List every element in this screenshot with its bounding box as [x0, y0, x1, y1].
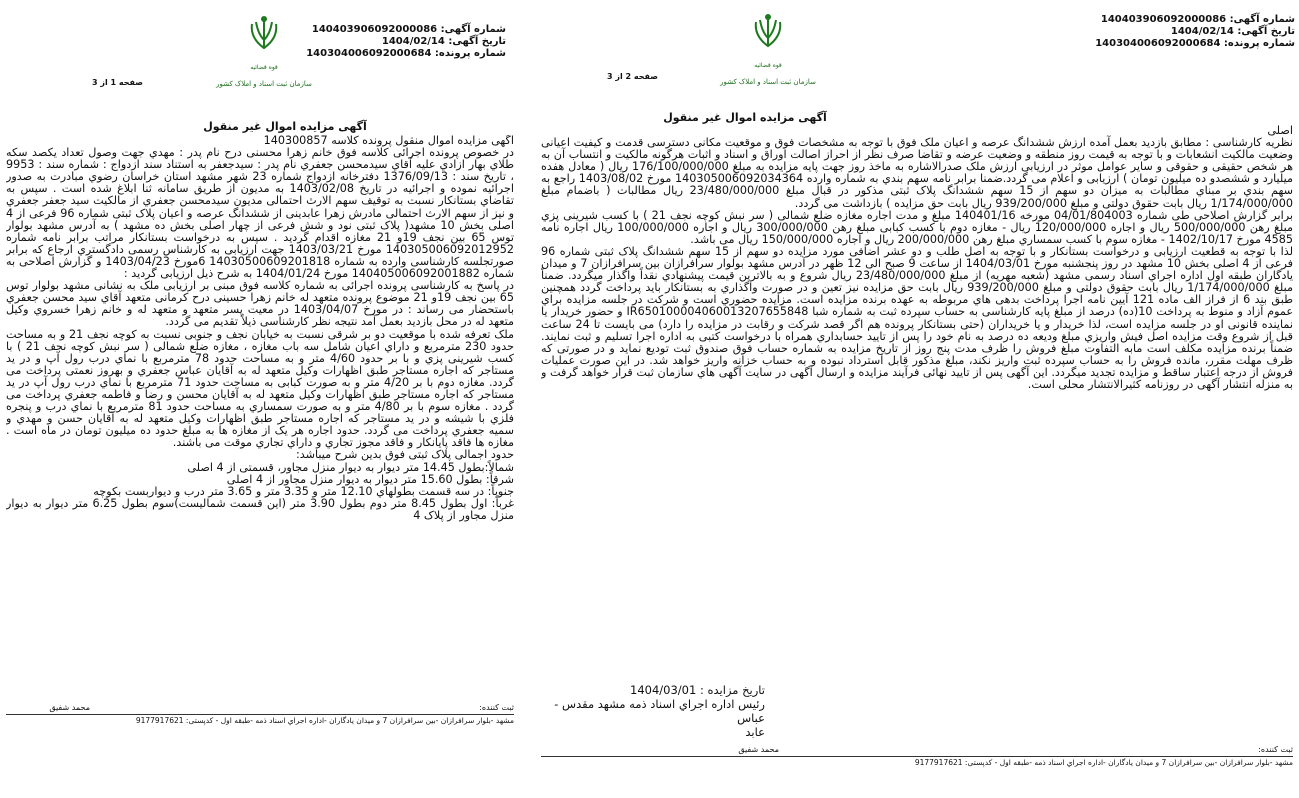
signer-title: رئیس اداره اجراي اسناد ذمه مشهد مقدس - عباس: [554, 697, 765, 725]
body-paragraph: جنوباً: در سه قسمت بطولهاي 12.10 متر و 3.35 متر و 3.65 متر درب و دیواربست بکوچه: [93, 484, 514, 498]
ad-meta: [1095, 14, 1295, 50]
signer-name: عابد: [745, 725, 765, 739]
doc-body: [541, 125, 1293, 655]
body-paragraph: در پاسخ به کارشناسی پرونده اجرائی به شماره کلاسه فوق مبنی بر ارزیابی ملک به نشانی مشهد بولوار توس 65 بین نجف 19و 21 موضوع پرونده متعهد له خانم زهرا حسینی درح کرمانی متعهد آقاي سید محسن جعفري باستحضار می رساند : در مورخ 1403/04/07 در معیت پسر متعهد و متعهد له و خانم زهرا خسروي وکیل متعهد له در محل بازدید بعمل آمد نتیجه نظر کارشناسی ذیلاً تقدیم می گردد.: [6, 279, 514, 329]
file-number: شماره پرونده: 140304006092000684: [1095, 38, 1295, 49]
page-number: صفحه 1 از 3: [92, 78, 143, 87]
body-paragraph: شمالاً:بطول 14.45 متر دیوار به دیوار منزل مجاور، قسمتی از 4 اصلی: [187, 460, 514, 474]
footer-label: ثبت کننده:: [1258, 745, 1293, 754]
page-1: [0, 0, 520, 798]
emblem-icon: [244, 14, 284, 58]
judiciary-label: قوه قضائیه: [250, 64, 278, 71]
org-name: سازمان ثبت اسناد و املاک کشور: [720, 78, 816, 86]
body-paragraph: اصلی: [1267, 125, 1293, 137]
body-paragraph: برابر گزارش اصلاحی طی شماره 04/01/804003 مورخه 140401/16 مبلغ و مدت اجاره مغازه ضلع شمالی ( سر نبش کوچه نجف 21 ) با کسب شیرینی پزي مبلغ رهن 500/000/000 ریال و اجاره 120/000/000 ریال - مغازه دوم با کسب کبابی مبلغ رهن 300/000/000 ریال و اجاره 100/000/000 ریال اجاره نامه 4585 مورخ 1402/10/17 - مغازه سوم با کسب سمساري مبلغ رهن 200/000/000 ریال و اجاره 150/000/000 ریال می باشد.: [541, 208, 1293, 246]
signature-block: [545, 683, 765, 739]
body-paragraph: غرباً: اول بطول 8.45 متر دوم بطول 3.90 متر (این قسمت شمالیست)سوم بطول 6.25 متر دیوار به دیوار منزل مجاور از پلاک 4: [6, 496, 514, 522]
ad-number: شماره آگهی: 140403906092000086: [1100, 14, 1295, 25]
ad-number: شماره آگهی: 140403906092000086: [311, 24, 506, 35]
body-paragraph: آگهی مزایده اموال منقول پرونده کلاسه 140300857: [263, 135, 514, 147]
page-number: صفحه 2 از 3: [607, 72, 658, 81]
ad-date: تاریخ آگهی: 1404/02/14: [381, 36, 506, 47]
doc-body: [6, 135, 514, 691]
ad-date: تاریخ آگهی: 1404/02/14: [1170, 26, 1295, 37]
footer-label: ثبت کننده:: [479, 703, 514, 712]
footer-name: محمد شفیق: [738, 745, 779, 754]
org-name: سازمان ثبت اسناد و املاک کشور: [216, 80, 312, 88]
body-paragraph: حدود اجمالی پلاک ثبتی فوق بدین شرح میباشد:: [295, 448, 514, 462]
body-paragraph: لذا با توجه به قطعیت ارزیابی و درخواست بستانکار و با توجه به اصل طلب و دو عشر اضافی مورد مزایده دو سهم از 15 سهم ششدانگ پلاک ثبتی شماره 96 فرعی از 4 اصلی بخش 10 مشهد در روز پنجشنبه مورخ 1404/03/01 از ساعت 9 صبح الی 12 ظهر در آدرس مشهد بولوار سرافرازان بین سرافرازان 7 و میدان یادگاران طبقه اول اداره اجراي اسناد رسمی مشهد (شعبه مهریه) از مبلغ 23/480/000/000 ریال شروع و به بالاترین قیمت پیشنهادي نقداً واگذار میگردد. ضمناً مبلغ 1/174/000/000 ریال بابت حقوق دولتی و مبلغ 939/200/000 ریال بابت حق مزایده نیز تعین و در صورت واگذاري به بستانکار باید پرداخت گردد همچنین طبق بند 6 از فراز الف ماده 121 آیین نامه اجرا پرداخت بدهی هاي مربوطه به عهده برنده مزایده است. مزایده حضوري است و شرکت در جلسه مزایده براي عموم آزاد و منوط به پرداخت 10(ده) درصد از مبلغ پایه کارشناسی به حساب سپرده ثبت به شماره شبا IR650100004060013207655848 و حضور خریدار یا نماینده قانونی او در جلسه مزایده است، لذا خریدار و یا خریداران (حتی بستانکار پرونده هم اگر قصد شرکت و رقابت در مزایده را دارد) می بایست تا 24 ساعت قبل از شروع وقت مزایده اصل فیش واریزي مبلغ ودیعه ده درصد به نام خود را پس از تایید حسابداري همراه با درخواست کتبی به اداره اجرا تسلیم و ثبت نمایند. ضمناً برنده مزایده مکلف است مابه التفاوت مبلغ فروش را ظرف مدت پنج روز از تاریخ مزایده به شماره حساب فوق صندوق ثبت تودیع نماید و در صورتی که ظرف مهلت مقرر، مانده فروش را به حساب سپرده ثبت واریز نکند، مبلغ مذکور قابل استرداد نبوده و به حساب خزانه واریز خواهد شد. در این صورت عملیات فروش از درجه اعتبار ساقط و مزایده تجدید میگردد. این آگهی پس از تایید نهائی فرآیند مزایده و ارسال آگهی در سایت آگهی هاي سازمان ثبت قرار خواهد گرفت و به منزله انتشار آگهی در روزنامه کثیرالانتشار محلی است.: [541, 244, 1293, 391]
judiciary-label: قوه قضائیه: [754, 62, 782, 69]
page-2: [535, 0, 1299, 798]
footer-divider: [6, 714, 514, 715]
footer-divider: [541, 756, 1293, 757]
footer-address: مشهد -بلوار سرافرازان -بین سرافرازان 7 و میدان یادگاران -اداره اجراي اسناد ذمه -طبقه اول - کدپستی: 9177917621: [135, 716, 514, 725]
body-paragraph: شرقاً: بطول 15.60 متر دیوار به دیوار منزل مجاور از 4 اصلی: [226, 472, 514, 486]
judiciary-emblem: [216, 14, 312, 88]
auction-date: تاریخ مزایده : 1404/03/01: [630, 683, 765, 697]
file-number: شماره پرونده: 140304006092000684: [306, 48, 506, 59]
ad-meta: [306, 24, 506, 60]
doc-title: آگهی مزایده اموال غیر منقول: [203, 120, 367, 133]
footer-name: محمد شفیق: [49, 703, 90, 712]
body-paragraph: ملک تعرفه شده با موقعیت دو بر شرقی نسبت به خیابان نجف و جنوبی نسبت به کوچه نجف 21 و به مساحت حدود 230 مترمربع و داراي اعیان شامل سه باب مغازه ، مغازه ضلع شمالی ( سر نبش کوچه نجف 21 ) با کسب شیرینی پزي و با بر حدود 4/60 متر و به مساحت حدود 78 مترمربع با نماي درب رول آپ و در ید مستاجر که اجاره مستاجر طبق اظهارات وکیل متعهد له به آقایان عباس جعفري و بهروز نعمتی پرداخت می گردد. مغازه دوم با بر 4/20 متر و به صورت کبابی به مساحت حدود 71 مترمربع با نماي درب رول آپ در ید مستاجر که اجاره مستاجر طبق اظهارات وکیل متعهد له به آقایان محسن و رضا و فاطمه جعفري پرداخت می گردد . مغازه سوم با بر 4/80 متر و به صورت سمساري به مساحت حدود 81 مترمربع با نماي درب و پنجره فلزي با شیشه و در ید مستاجر که اجاره مستاجر طبق اظهارات وکیل متعهد له به آقایان حسن و مهدي و سمیه جعفري پرداخت می گردد. حدود اجاره هر یک از مغازه ها به مبلغ حدود ده میلیون تومان در ماه است . مغازه ها فاقد پایانکار و فاقد مجوز تجاري و داراي تجاري موقت می باشند.: [6, 327, 514, 450]
doc-title: آگهی مزایده اموال غیر منقول: [663, 111, 827, 124]
footer-address: مشهد -بلوار سرافرازان -بین سرافرازان 7 و میدان یادگاران -اداره اجراي اسناد ذمه -طبقه اول - کدپستی: 9177917621: [914, 758, 1293, 767]
body-paragraph: در خصوص پرونده اجرائی کلاسه فوق خانم زهرا محسنی درح نام پدر : مهدي جهت وصول تعداد یکصد سکه طلاي بهار ازادي علیه آقاي سیدمحسن جعفري نام پدر : سیدجعفر به استناد سند ازدواج : شماره سند : 9953 ، تاریخ سند : 1376/09/13 دفترخانه ازدواج شماره 23 شهر مشهد استان خراسان رضوي مبادرت به صدور اجرائیه نموده و اجرائیه در تاریخ 1403/02/08 به مدیون از طریق سامانه ثنا ابلاغ شده است . سپس به تقاضاي بستانکار نسبت به توقیف سهم الارث احتمالی مدیون سیدمحسن جعفري از مالکیت سید جعفر جعفري و نیز از سهم الارث احتمالی مادرش زهرا عابدینی از ششدانگ عرصه و اعیان پلاک ثبتی شماره 96 فرعی از 4 اصلی بخش 10 مشهد( پلاک ثبتی نود و شش فرعی از چهار اصلی بخش ده مشهد ) به آدرس مشهد بولوار توس 65 بین نجف 19و 21 مغازه اقدام گردید . سپس به درخواست بستانکار مراتب برابر نامه شماره 140305006092012952 مورخ 1403/03/21 جهت ارزیابی به کارشناس رسمی دادگستري ارجاع که برابر صورتجلسه کارشناسی وارده به شماره 14030500609201818 6مورخ 1403/04/23 و گزارش اصلاحی به شماره 140405006092001882 مورخ 1404/01/24 به شرح ذیل ارزیابی گردید :: [6, 146, 514, 281]
judiciary-emblem: [720, 12, 816, 86]
emblem-icon: [748, 12, 788, 56]
body-paragraph: نظریه کارشناسی : مطابق بازدید بعمل آمده ارزش ششدانگ عرصه و اعیان ملک فوق با توجه به مشخصات فوق و موقعیت مکانی دسترسی قدمت و کیفیت اعیانی وضعیت مالکیت انشعابات و با توجه به قیمت روز منطقه و وضعیت عرضه و تقاضا صرف نظر از احراز اصالت اوراق و اسناد و اثبات هرگونه مالکیت و انتساب آن به هر شخص حقیقی و حقوقی و سایر عوامل موثر در ارزیابی ارزش ملک صدرالاشاره به ماخذ روز جهت پایه مزایده به مبلغ 176/100/000/000 ریال ( معادل هفده میلیارد و ششصدو ده میلیون تومان ) ارزیابی و اعلام می گردد.ضمنا برابر نامه سهم بندي به شماره وارده 140305006092034364 مورخ 1403/08/02 راجع به سهم بندي بر مبناي مطالبات به میزان دو سهم از 15 سهم ششدانگ پلاک ثبتی مذکور در قبال مبلغ 23/480/000/000 ریال مطالبات ( باضمام مبلغ 1/174/000/000 ریال بابت حقوق دولتی و مبلغ 939/200/000 ریال بابت حق مزایده ) بازداشت می گردد.: [541, 136, 1293, 210]
